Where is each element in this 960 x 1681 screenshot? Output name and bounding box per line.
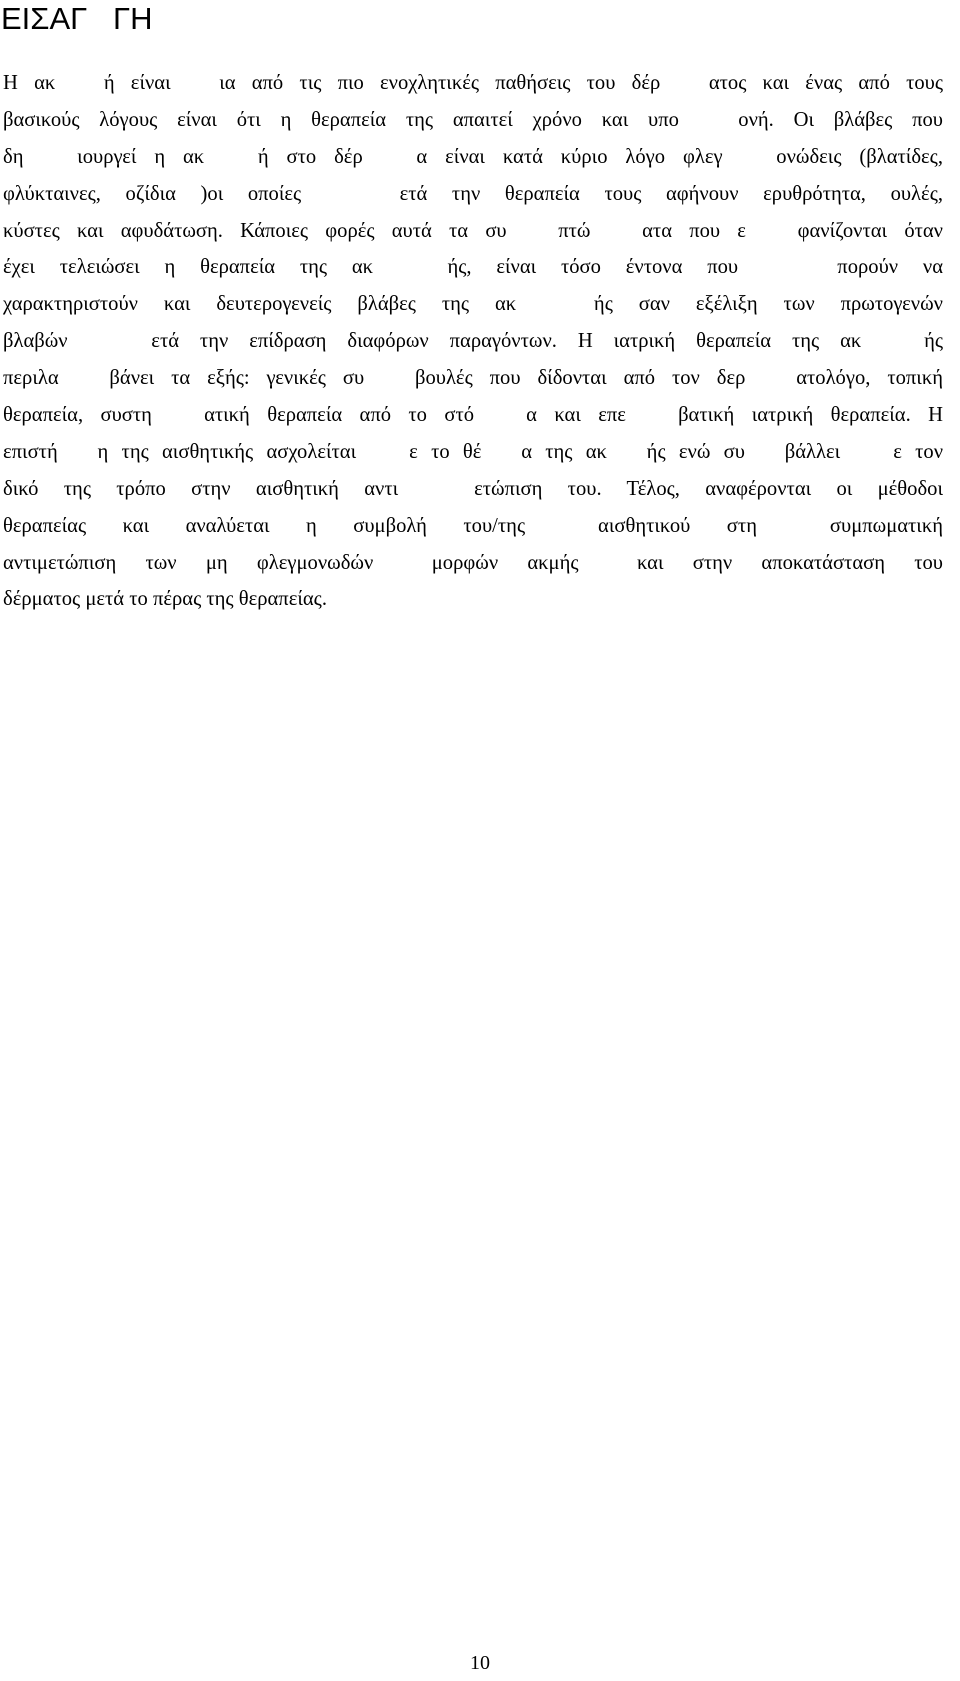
paragraph-line: βασικούς λόγους είναι ότι η θεραπεία της απαιτεί χρόνο και υπο ονή. Οι βλάβες που (3, 108, 943, 131)
paragraph-line: δικό της τρόπο στην αισθητική αντι ετώπιση του. Τέλος, αναφέρονται οι μέθοδοι (3, 477, 943, 500)
paragraph-line: κύστες και αφυδάτωση. Κάποιες φορές αυτά τα συ πτώ ατα που ε φανίζονται όταν (3, 219, 943, 242)
paragraph-line: αντιμετώπιση των μη φλεγμονωδών μορφών ακμής και στην αποκατάσταση του (3, 551, 943, 574)
paragraph-line: θεραπείας και αναλύεται η συμβολή του/της αισθητικού στη συμπωματική (3, 514, 943, 537)
paragraph-line: Η ακ ή είναι ια από τις πιο ενοχλητικές παθήσεις του δέρ ατος και ένας από τους (3, 72, 943, 94)
paragraph-line: δη ιουργεί η ακ ή στο δέρ α είναι κατά κύριο λόγο φλεγ ονώδεις (βλατίδες, (3, 145, 943, 168)
intro-paragraph (3, 65, 943, 618)
page-number: 10 (470, 1652, 490, 1674)
paragraph-line: έχει τελειώσει η θεραπεία της ακ ής, είναι τόσο έντονα που πορούν να (3, 256, 943, 279)
paragraph-line: θεραπεία, συστη ατική θεραπεία από το στό α και επε βατική ιατρική θεραπεία. Η (3, 404, 943, 427)
paragraph-line: επιστή η της αισθητικής ασχολείται ε το θέ α της ακ ής ενώ συ βάλλει ε τον (3, 440, 943, 463)
paragraph-line: βλαβών ετά την επίδραση διαφόρων παραγόντων. Η ιατρική θεραπεία της ακ ής (3, 330, 943, 353)
paragraph-line: φλύκταινες, οζίδια )οι οποίες ετά την θεραπεία τους αφήνουν ερυθρότητα, ουλές, (3, 182, 943, 205)
paragraph-line-last: δέρματος μετά το πέρας της θεραπείας. (3, 588, 327, 611)
page-title: ΕΙΣΑΓ ΓΗ (1, 1, 153, 36)
paragraph-line: περιλα βάνει τα εξής: γενικές συ βουλές που δίδονται από τον δερ ατολόγο, τοπική (3, 367, 943, 390)
paragraph-line: χαρακτηριστούν και δευτερογενείς βλάβες της ακ ής σαν εξέλιξη των πρωτογενών (3, 293, 943, 316)
